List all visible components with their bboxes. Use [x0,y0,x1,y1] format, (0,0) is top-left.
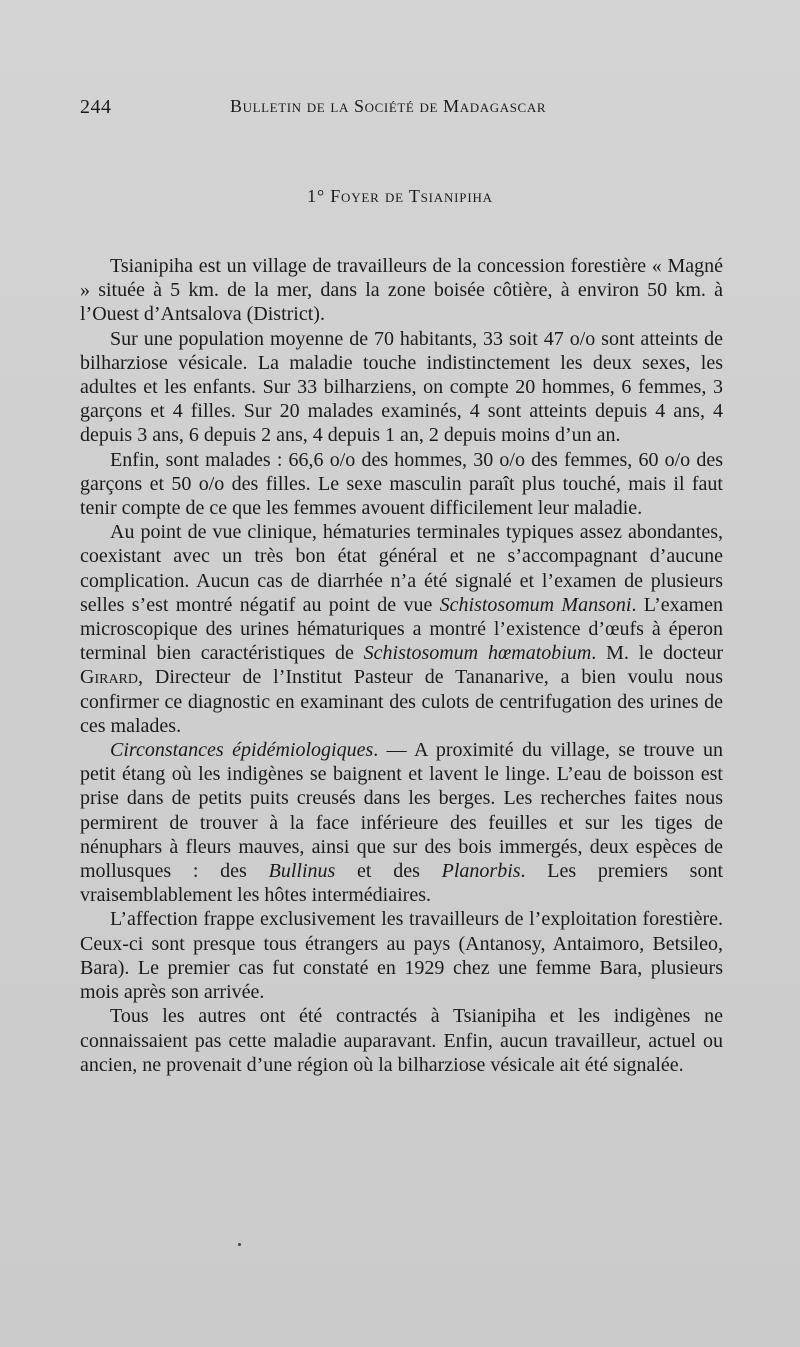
text-run: Sur une population moyenne de 70 habitants, 33 soit 47 o/o sont atteints de bilharziose vésicale. La maladie touche indistinctement les deux sexes, les adultes et les enfants. Sur 33 bilharziens, on compte 20 hommes, 6 femmes, 3 garçons et 4 filles. Sur 20 malades examinés, 4 sont atteints depuis 4 ans, 4 depuis 3 ans, 6 depuis 2 ans, 4 depuis 1 an, 2 depuis moins d’un an. [80,327,723,447]
paragraph [80,327,723,448]
text-run: . Les premiers sont vraisemblablement les hôtes intermédiaires. [80,860,724,907]
ink-speck [238,1243,241,1246]
text-run: Au point de vue clinique, hématuries terminales typiques assez abondantes, coexistant avec un très bon état général et ne s’accompagnant d’aucune complication. Aucun cas de diarrhée n’a été signalé et l’examen de plusieurs selles s’est montré négatif au point de vue [80,521,723,616]
paragraph [80,907,723,1004]
paragraph [80,1004,723,1077]
body-text [80,254,723,1077]
paragraph [80,520,723,738]
italic-text: Schistosomum Mansoni [439,593,632,616]
text-run: Tous les autres ont été contractés à Tsianipiha et les indigènes ne connaissaient pas cette maladie auparavant. Enfin, aucun travailleur, actuel ou ancien, ne provenait d’une région où la bilharziose vésicale ait été signalée. [80,1005,723,1076]
text-run: . M. le docteur [591,642,723,665]
text-run: . — A proximité du village, se trouve un petit étang où les indigènes se baignent et lavent le linge. L’eau de boisson est prise dans de petits puits creusés dans les berges. Les recherches faites nous permirent de trouver à la face inférieure des feuilles et sur les tiges de nénuphars à fleurs mauves, ainsi que sur des bois immergés, deux espèces de mollusques : des [80,739,723,883]
text-run: . L’examen microscopique des urines hématuriques a montré l’existence d’œufs à éperon terminal bien caractéristiques de [80,593,723,665]
text-run: Tsianipiha est un village de travailleurs de la concession forestière « Magné » située à 5 km. de la mer, dans la zone boisée côtière, à environ 50 km. à l’Ouest d’Antsalova (District). [80,255,723,326]
italic-text: Planorbis [441,860,521,883]
page-header [80,96,720,122]
paragraph [80,448,723,521]
italic-text: Schistosomum hœmatobium [363,642,592,665]
page-number: 244 [80,96,112,118]
italic-text: Bullinus [268,860,336,883]
small-caps-name: Girard [80,666,139,689]
italic-text: Circonstances épidémiologiques [110,739,374,762]
text-run: L’affection frappe exclusivement les travailleurs de l’exploitation forestière. Ceux-ci sont presque tous étrangers au pays (Antanosy, Antaimoro, Betsileo, Bara). Le premier cas fut constaté en 1929 chez une femme Bara, plusieurs mois après son arrivée. [80,908,723,1004]
paragraph [80,254,723,327]
text-run: et des [335,860,442,883]
text-run: Enfin, sont malades : 66,6 o/o des hommes, 30 o/o des femmes, 60 o/o des garçons et 50 o/o des filles. Le sexe masculin paraît plus touché, mais il faut tenir compte de ce que les femmes avouent difficilement leur maladie. [80,448,723,520]
text-run: , Directeur de l’Institut Pasteur de Tananarive, a bien voulu nous confirmer ce diagnostic en examinant des culots de centrifugation des urines de ces malades. [80,666,723,737]
paragraph [80,738,723,907]
section-title: 1° Foyer de Tsianipiha [307,186,493,206]
running-title: Bulletin de la Société de Madagascar [230,96,547,116]
